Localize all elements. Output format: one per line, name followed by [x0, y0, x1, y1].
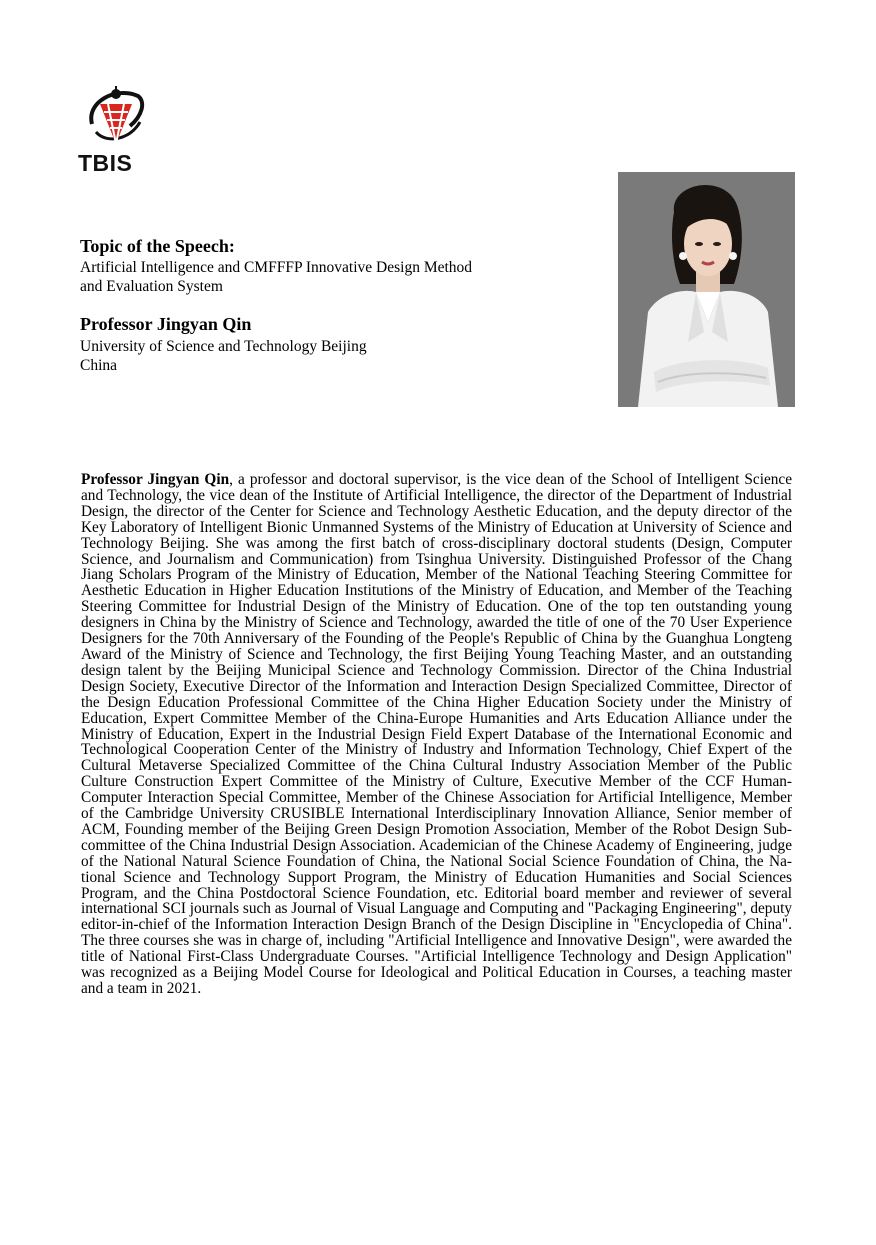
speech-topic-line-1: Artificial Intelligence and CMFFFP Innovative Design Method — [80, 259, 473, 276]
logo-text: TBIS — [78, 150, 133, 176]
bio-text: , a professor and doctoral supervisor, is the vice dean of the School of Intelligent Science and Technology, the vice dean of the Institute of Artificial Intelligence, the director of the Department of Industrial Design, the director of the Center for Science and Technology Aesthetic Education, and the deputy director of the Key Laboratory of Intelligent Bionic Unmanned Systems of the Ministry of Education at University of Science and Technology Beijing. She was among the first batch of cross-disciplinary doctoral students (Design, Computer Science, and Journalism and Communication) from Tsinghua University. Distinguished Professor of the Chang Jiang Scholars Program of the Ministry of Education, Member of the National Teaching Steering Committee for Aesthetic Education in Higher Education Institutions of the Ministry of Education, and Member of the Teaching Steering Committee for Industrial Design of the Ministry of Education. One of the top ten outstanding young designers in China by the Ministry of Science and Technology, awarded the title of one of the 70 User Experience Designers for the 70th Anniversary of the Founding of the People's Republic of China by the Guanghua Longteng Award of the Ministry of Science and Technology, the first Beijing Young Teaching Master, and an outstanding design talent by the Beijing Municipal Science and Technology Commission. Director of the China Industrial Design Society, Executive Director of the Information and Interaction Design Specialized Committee, Director of the Design Education Professional Committee of the China Higher Education Society under the Ministry of Education, Expert Committee Member of the China-Europe Humanities and Arts Education Alliance under the Ministry of Education, Expert in the Industrial Design Field Expert Database of the International Economic and Technological Cooperation Center of the Ministry of Industry and Information Technology, Chief Expert of the Cultural Metaverse Specialized Committee of the China Cultural Industry Association Member of the Public Culture Construction Expert Committee of the Ministry of Culture, Executive Member of the CCF Human-Computer Interaction Special Committee, Member of the Chinese Association for Artificial Intelligence, Member of the Cambridge University CRUSIBLE International Interdisciplinary Innovation Alliance, Senior member of ACM, Founding member of the Beijing Green Design Promotion Association, Member of the Robot Design Sub-committee of the China Industrial Design Association. Academician of the Chinese Academy of Engineering, judge of the National Natural Science Foundation of China, the National Social Science Foundation of China, the National Science and Technology Support Program, the Ministry of Education Humanities and Social Sciences Program, and the China Postdoctoral Science Foundation, etc. Editorial board member and reviewer of several international SCI journals such as Journal of Visual Language and Computing and "Packaging Engineering", deputy editor-in-chief of the Information Interaction Design Branch of the Design Discipline in "Encyclopedia of China". The three courses she was in charge of, including "Artificial Intelligence and Innovative Design", were awarded the title of National First-Class Undergraduate Courses. "Artificial Intelligence Technology and Design Application" was recognized as a Beijing Model Course for Ideological and Political Education in Courses, a teaching master and a team in 2021. — [81, 471, 792, 997]
topic-heading: Topic of the Speech: — [80, 236, 235, 256]
speaker-affiliation: University of Science and Technology Beijing — [80, 338, 367, 355]
bio-lead-name: Professor Jingyan Qin — [81, 471, 230, 488]
speaker-portrait — [618, 172, 795, 407]
tbis-globe-logo-icon — [86, 82, 146, 150]
speech-topic-line-2: and Evaluation System — [80, 278, 223, 295]
biography-paragraph — [81, 472, 792, 997]
speaker-name: Professor Jingyan Qin — [80, 314, 252, 334]
tbis-logo — [78, 82, 152, 178]
speaker-country: China — [80, 357, 118, 374]
